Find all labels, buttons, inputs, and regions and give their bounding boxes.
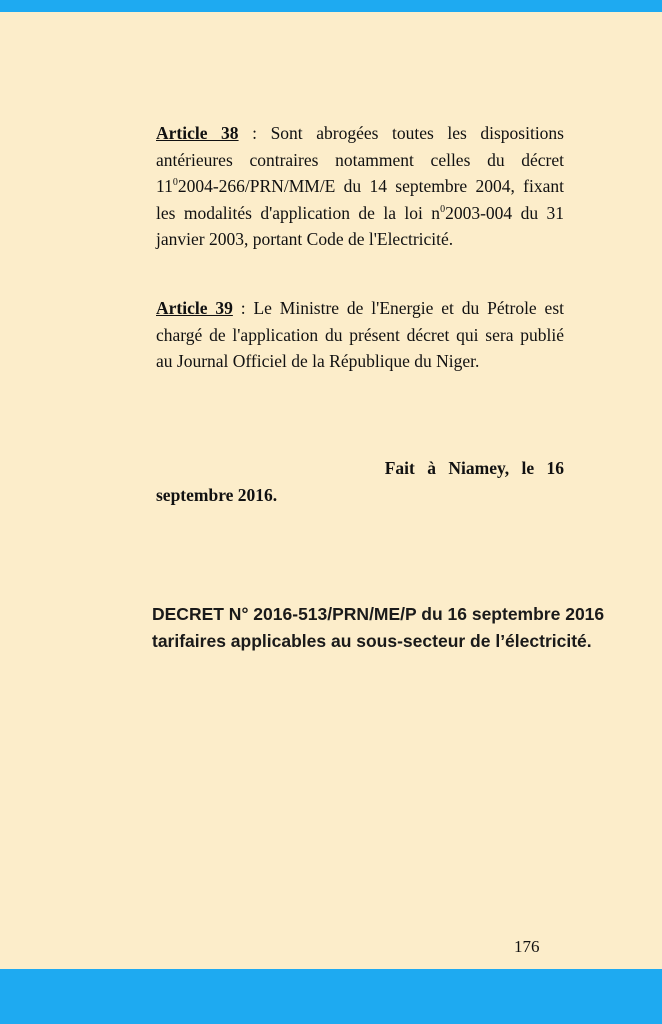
decree-heading — [152, 601, 662, 655]
article-39-separator: : — [232, 298, 254, 318]
top-accent-bar — [0, 0, 662, 12]
article-39-label: Article 39 — [156, 298, 233, 318]
article-38 — [156, 120, 564, 253]
bottom-accent-bar — [0, 969, 662, 1024]
decree-heading-line-1: DECRET N° 2016-513/PRN/ME/P du 16 septembre 2016 — [152, 604, 605, 624]
article-38-sup-2: 0 — [440, 203, 446, 215]
signature-line-2: septembre 2016. — [156, 484, 278, 505]
article-38-separator: : — [238, 123, 271, 143]
article-38-sup-1: 0 — [172, 177, 178, 188]
article-38-text-1: Sont abrogées toutes les dispositions antérieures contraires notamment celles du décret 11 — [156, 123, 564, 196]
signature-line-1: Fait à Niamey, le 16 — [384, 458, 564, 478]
page-number: 176 — [514, 937, 540, 956]
article-38-text-3: 2003-004 du 31 janvier 2003, portant Code de l'Electricité. — [156, 202, 564, 249]
article-38-label: Article 38 — [156, 123, 239, 143]
article-39 — [156, 295, 564, 375]
decree-heading-line-2: tarifaires applicables au sous-secteur de l’électricité. — [152, 631, 592, 651]
signature-place-date — [156, 455, 564, 508]
article-38-text-2: 2004-266/PRN/MM/E du 14 septembre 2004, fixant les modalités d'application de la loi n — [156, 176, 564, 223]
article-39-text: Le Ministre de l'Energie et du Pétrole est chargé de l'application du présent décret qui sera publié au Journal Officiel de la République du Niger. — [156, 298, 564, 371]
